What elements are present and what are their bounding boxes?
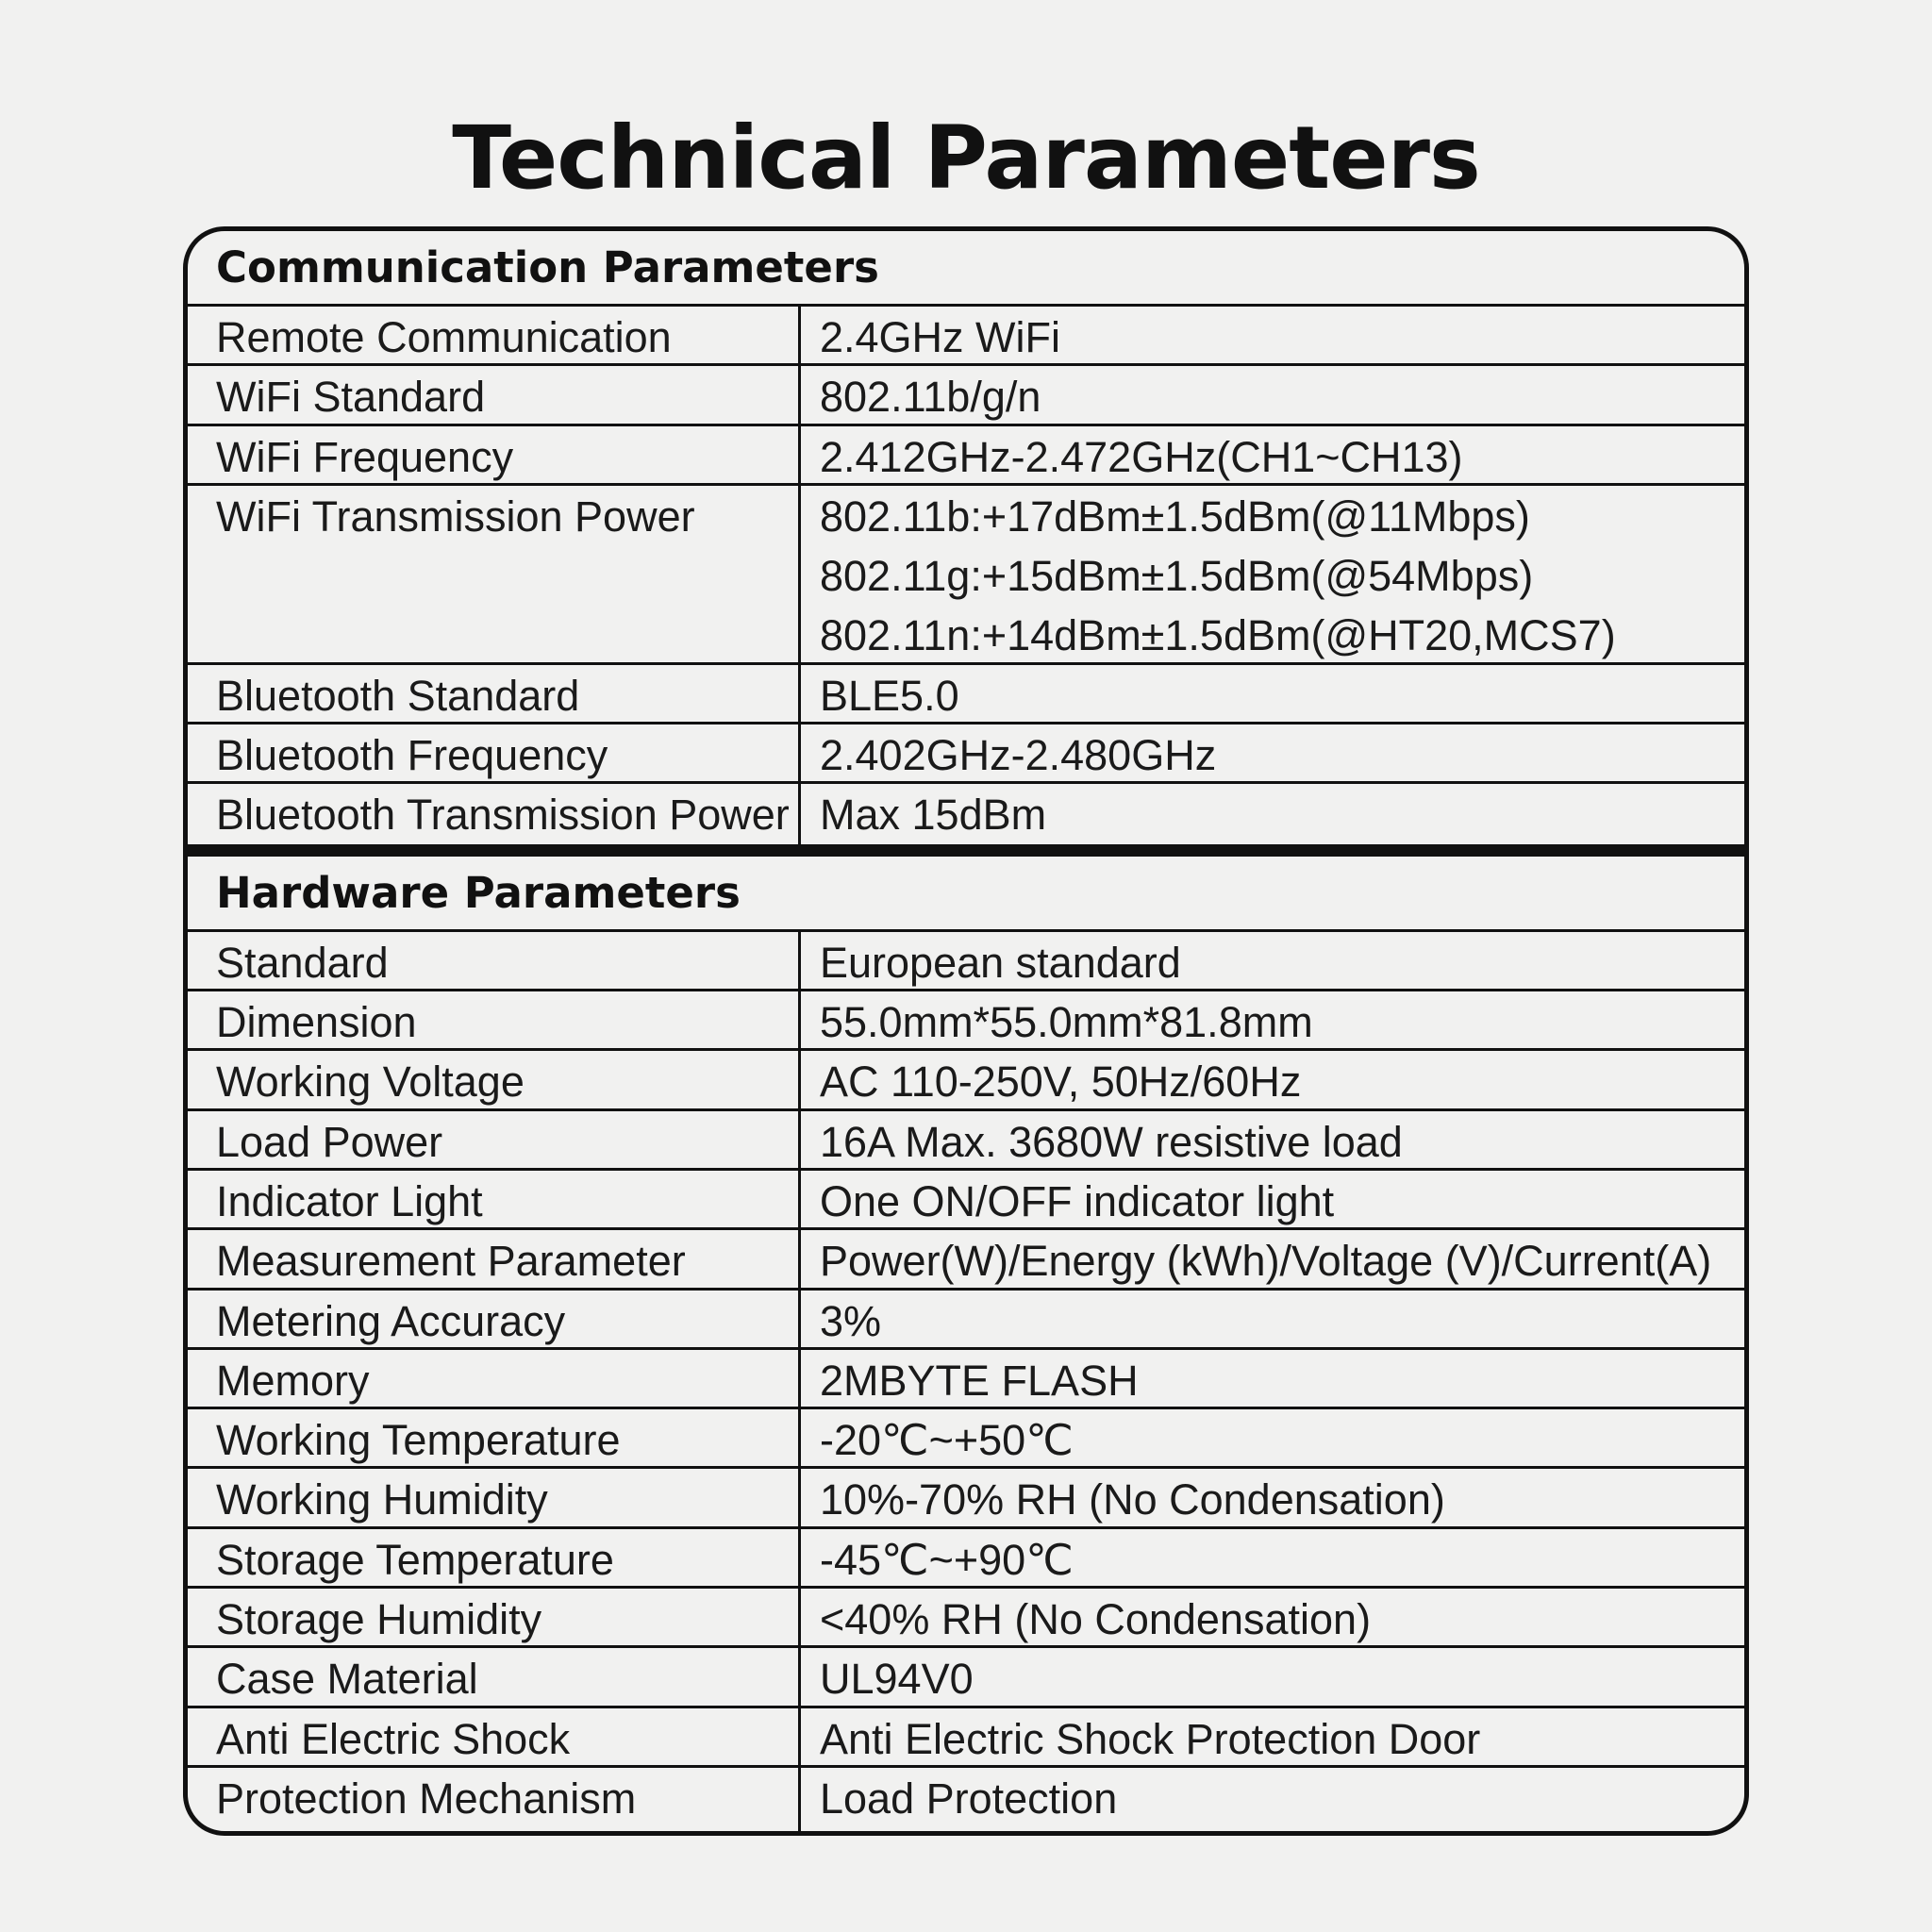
table-row <box>188 1051 1744 1110</box>
param-value: 10%-70% RH (No Condensation) <box>820 1475 1445 1524</box>
param-value: AC 110-250V, 50Hz/60Hz <box>820 1058 1302 1107</box>
param-name: Storage Temperature <box>188 1529 801 1586</box>
param-name: Bluetooth Standard <box>188 665 801 722</box>
param-value: Max 15dBm <box>820 791 1047 840</box>
param-name: Load Power <box>188 1111 801 1168</box>
param-value: 2.402GHz-2.480GHz <box>820 731 1217 780</box>
param-value: One ON/OFF indicator light <box>820 1176 1335 1225</box>
param-value: Load Protection <box>820 1774 1118 1823</box>
table-row <box>188 366 1744 425</box>
param-name: Bluetooth Transmission Power <box>188 784 801 843</box>
table-row <box>188 665 1744 724</box>
param-name: Indicator Light <box>188 1171 801 1227</box>
param-value: 2MBYTE FLASH <box>820 1356 1139 1405</box>
param-name: Storage Humidity <box>188 1589 801 1645</box>
table-row <box>188 1111 1744 1171</box>
section-header-communication: Communication Parameters <box>188 231 1744 307</box>
param-value: 2.412GHz-2.472GHz(CH1~CH13) <box>820 432 1463 481</box>
param-value: Anti Electric Shock Protection Door <box>820 1714 1481 1763</box>
param-value <box>801 486 1744 662</box>
param-value: BLE5.0 <box>820 671 959 720</box>
section-header-hardware: Hardware Parameters <box>188 857 1744 932</box>
param-name: Remote Communication <box>188 307 801 363</box>
param-name: Memory <box>188 1350 801 1407</box>
param-value: 16A Max. 3680W resistive load <box>820 1117 1403 1166</box>
param-name: Measurement Parameter <box>188 1230 801 1287</box>
param-name: WiFi Frequency <box>188 426 801 483</box>
table-row <box>188 1350 1744 1409</box>
param-name: Standard <box>188 932 801 989</box>
param-name: Protection Mechanism <box>188 1768 801 1836</box>
param-value: 3% <box>820 1296 882 1345</box>
table-row <box>188 1589 1744 1648</box>
param-value-line: 802.11b:+17dBm±1.5dBm(@11Mbps) <box>820 491 1530 541</box>
param-value: -20℃~+50℃ <box>820 1416 1074 1465</box>
param-value: 2.4GHz WiFi <box>820 313 1061 361</box>
table-row <box>188 1230 1744 1290</box>
table-row <box>188 1768 1744 1836</box>
param-name: Working Humidity <box>188 1469 801 1525</box>
param-value: Power(W)/Energy (kWh)/Voltage (V)/Current(A) <box>820 1237 1712 1286</box>
param-value-line: 802.11g:+15dBm±1.5dBm(@54Mbps) <box>820 551 1534 600</box>
param-name: WiFi Transmission Power <box>188 486 801 662</box>
table-row <box>188 991 1744 1051</box>
param-name: Metering Accuracy <box>188 1291 801 1347</box>
param-value: European standard <box>820 938 1181 987</box>
table-row <box>188 1469 1744 1528</box>
page-title: Technical Parameters <box>452 108 1480 208</box>
param-value-line: 802.11n:+14dBm±1.5dBm(@HT20,MCS7) <box>820 610 1616 659</box>
param-name: Working Voltage <box>188 1051 801 1108</box>
table-row <box>188 1409 1744 1469</box>
param-name: Bluetooth Frequency <box>188 724 801 781</box>
table-row <box>188 1291 1744 1350</box>
param-value: <40% RH (No Condensation) <box>820 1595 1372 1644</box>
table-row <box>188 426 1744 486</box>
table-row <box>188 724 1744 784</box>
param-name: Dimension <box>188 991 801 1048</box>
param-name: Working Temperature <box>188 1409 801 1466</box>
section-divider <box>188 844 1744 857</box>
table-row <box>188 784 1744 843</box>
param-name: Anti Electric Shock <box>188 1708 801 1765</box>
param-value: 55.0mm*55.0mm*81.8mm <box>820 998 1313 1047</box>
param-value: 802.11b/g/n <box>820 373 1041 422</box>
param-name: Case Material <box>188 1648 801 1705</box>
table-row <box>188 1171 1744 1230</box>
table-row <box>188 1529 1744 1589</box>
table-row <box>188 307 1744 366</box>
table-row <box>188 486 1744 665</box>
param-name: WiFi Standard <box>188 366 801 423</box>
table-row <box>188 1708 1744 1768</box>
param-value: UL94V0 <box>820 1655 974 1704</box>
table-row <box>188 932 1744 991</box>
param-value: -45℃~+90℃ <box>820 1535 1074 1584</box>
spec-table <box>183 226 1749 1836</box>
table-row <box>188 1648 1744 1707</box>
